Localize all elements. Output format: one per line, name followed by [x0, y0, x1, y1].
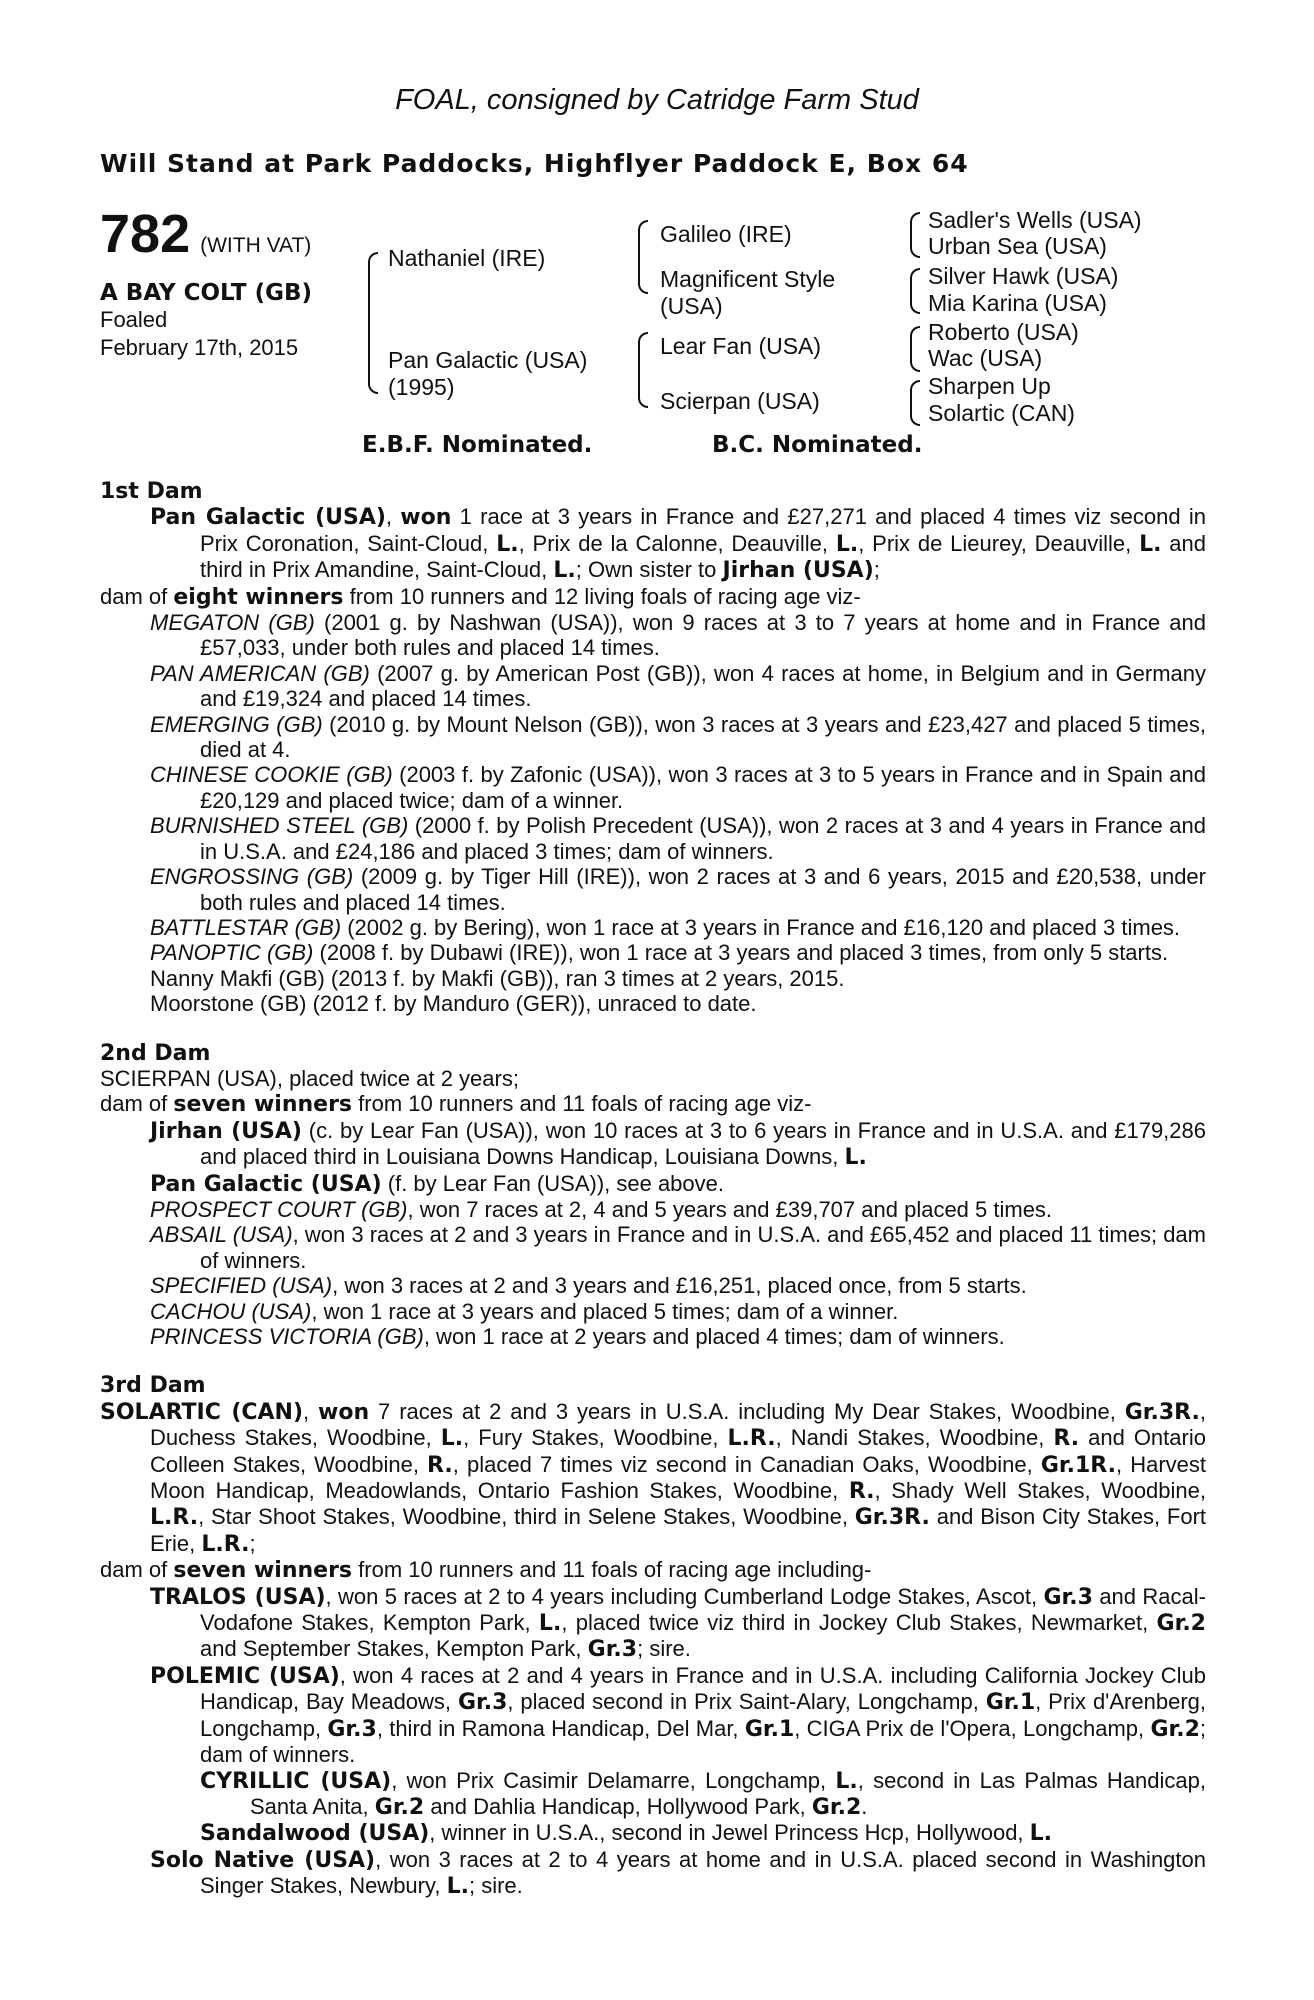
progeny-name: SPECIFIED (USA)	[150, 1273, 333, 1299]
bc-nominated: B.C. Nominated.	[712, 432, 923, 458]
pedigree-gg7: Sharpen Up	[928, 373, 1051, 399]
progeny-entry	[100, 864, 1206, 915]
second-dam-progeny	[100, 1197, 1206, 1349]
lot-description: A BAY COLT (GB)	[100, 280, 313, 306]
progeny-entry	[100, 1197, 1206, 1222]
progeny-entry: Pan Galactic (USA) (f. by Lear Fan (USA)), see above.	[150, 1170, 725, 1197]
second-dam-produce-summary: dam of seven winners from 10 runners and 11 foals of racing age viz-	[100, 1091, 812, 1118]
first-dam-produce-summary: dam of eight winners from 10 runners and 12 living foals of racing age viz-	[100, 583, 861, 610]
pedigree-gg8: Solartic (CAN)	[928, 400, 1075, 426]
progeny-entry	[100, 915, 1206, 940]
consignor-heading: FOAL, consigned by Catridge Farm Stud	[395, 84, 919, 116]
pedigree-dam-line1: Pan Galactic (USA)	[388, 347, 588, 373]
progeny-record: (2000 f. by Polish Precedent (USA)), won 2 races at 3 and 4 years in France and in U.S.A. and £24,186 and placed 3 times; dam of winners.	[200, 813, 1206, 864]
vat-note: (WITH VAT)	[200, 234, 312, 257]
first-dam-progeny	[100, 610, 1206, 966]
pedigree-sire-sire: Galileo (IRE)	[660, 221, 792, 247]
first-dam-section	[100, 479, 1206, 1017]
pedigree-brace	[910, 212, 920, 258]
progeny-name: MEGATON (GB)	[150, 610, 315, 636]
progeny-record: (2009 g. by Tiger Hill (IRE)), won 2 races at 3 and 6 years, 2015 and £20,538, under both rules and placed 14 times.	[200, 864, 1206, 915]
pedigree-sire-dam-line2: (USA)	[660, 293, 723, 319]
progeny-entry: Jirhan (USA) (c. by Lear Fan (USA)), won 10 races at 3 to 6 years in France and in U.S.A. and £179,286 and placed third in Louisiana Downs Handicap, Louisiana Downs, L.	[150, 1117, 1206, 1171]
dam-name: Pan Galactic (USA)	[150, 505, 386, 531]
progeny-name: CHINESE COOKIE (GB)	[150, 762, 393, 788]
progeny-record: (2002 g. by Bering), won 1 race at 3 years in France and £16,120 and placed 3 times.	[341, 914, 1181, 940]
foaled-label: Foaled	[100, 307, 168, 332]
progeny-entry: Moorstone (GB) (2012 f. by Manduro (GER)), unraced to date.	[150, 991, 757, 1017]
progeny-record: , won 3 races at 2 and 3 years and £16,251, placed once, from 5 starts.	[332, 1273, 1027, 1299]
pedigree-gg6: Wac (USA)	[928, 345, 1043, 371]
pedigree-brace	[910, 380, 920, 426]
progeny-record: (2008 f. by Dubawi (IRE)), won 1 race at 3 years and placed 3 times, from only 5 starts.	[313, 940, 1169, 966]
second-dam-record: SCIERPAN (USA), placed twice at 2 years;	[100, 1065, 519, 1091]
pedigree-sire: Nathaniel (IRE)	[388, 245, 546, 271]
pedigree-dam-dam: Scierpan (USA)	[660, 388, 820, 414]
second-dam-title: 2nd Dam	[100, 1040, 211, 1066]
progeny-entry	[100, 762, 1206, 813]
progeny-name: PROSPECT COURT (GB)	[150, 1196, 408, 1222]
progeny-entry: TRALOS (USA), won 5 races at 2 to 4 years including Cumberland Lodge Stakes, Ascot, Gr.3 and Racal-Vodafone Stakes, Kempton Park, L., placed twice viz third in Jockey Club Stakes, Newmarket, Gr.2 and September Stakes, Kempton Park, Gr.3; sire.	[150, 1583, 1206, 1663]
pedigree-brace	[910, 326, 920, 372]
progeny-name: BURNISHED STEEL (GB)	[150, 813, 409, 839]
stand-location: Will Stand at Park Paddocks, Highflyer Paddock E, Box 64	[100, 149, 969, 178]
lot-info	[100, 206, 360, 362]
ebf-nominated: E.B.F. Nominated.	[362, 432, 593, 458]
third-dam-record: SOLARTIC (CAN), won 7 races at 2 and 3 years in U.S.A. including My Dear Stakes, Woodbine, Gr.3R., Duchess Stakes, Woodbine, L., Fury Stakes, Woodbine, L.R., Nandi Stakes, Woodbine, R. and Ontario Colleen Stakes, Woodbine, R., placed 7 times viz second in Canadian Oaks, Woodbine, Gr.1R., Harvest Moon Handicap, Meadowlands, Ontario Fashion Stakes, Woodbine, R., Shady Well Stakes, Woodbine, L.R., Star Shoot Stakes, Woodbine, third in Selene Stakes, Woodbine, Gr.3R. and Bison City Stakes, Fort Erie, L.R.;	[100, 1398, 1207, 1557]
progeny-name: PRINCESS VICTORIA (GB)	[150, 1324, 424, 1349]
won-label: won	[400, 505, 452, 531]
third-dam-section	[100, 1373, 1206, 1899]
progeny-record: , won 1 race at 3 years and placed 5 times; dam of a winner.	[311, 1298, 899, 1324]
pedigree-brace	[638, 220, 648, 294]
pedigree-brace	[368, 252, 378, 394]
pedigree-brace	[638, 332, 648, 408]
second-dam-section	[100, 1041, 1206, 1350]
progeny-name: ABSAIL (USA)	[150, 1222, 293, 1248]
pedigree-dam-line2: (1995)	[388, 374, 455, 400]
pedigree-gg2: Urban Sea (USA)	[928, 233, 1107, 259]
foaled-date: February 17th, 2015	[100, 335, 299, 360]
first-dam-title: 1st Dam	[100, 479, 203, 504]
progeny-entry	[100, 940, 1206, 965]
progeny-entry: CYRILLIC (USA), won Prix Casimir Delamarre, Longchamp, L., second in Las Palmas Handicap, Santa Anita, Gr.2 and Dahlia Handicap, Hollywood Park, Gr.2.	[200, 1767, 1206, 1820]
progeny-record: , won 3 races at 2 and 3 years in France and in U.S.A. and £65,452 and placed 11 times; dam of winners.	[200, 1222, 1206, 1273]
progeny-entry: POLEMIC (USA), won 4 races at 2 and 4 years in France and in U.S.A. including California Jockey Club Handicap, Bay Meadows, Gr.3, placed second in Prix Saint-Alary, Longchamp, Gr.1, Prix d'Arenberg, Longchamp, Gr.3, third in Ramona Handicap, Del Mar, Gr.1, CIGA Prix de l'Opera, Longchamp, Gr.2; dam of winners.	[150, 1662, 1207, 1768]
progeny-name: PAN AMERICAN (GB)	[150, 660, 370, 686]
pedigree-gg5: Roberto (USA)	[928, 319, 1079, 345]
pedigree-notes	[100, 479, 1206, 1900]
progeny-record: (2001 g. by Nashwan (USA)), won 9 races at 3 to 7 years at home and in France and £57,033, under both rules and placed 14 times.	[200, 610, 1206, 661]
third-dam-produce-summary: dam of seven winners from 10 runners and 11 foals of racing age including-	[100, 1557, 872, 1584]
progeny-record: , won 7 races at 2, 4 and 5 years and £39,707 and placed 5 times.	[407, 1196, 1053, 1222]
progeny-entry	[100, 813, 1206, 864]
pedigree-dam-sire: Lear Fan (USA)	[660, 333, 822, 359]
progeny-name: CACHOU (USA)	[150, 1298, 312, 1324]
progeny-entry	[100, 1273, 1206, 1298]
progeny-name: PANOPTIC (GB)	[150, 940, 314, 966]
progeny-entry	[100, 1324, 1206, 1349]
lot-number: 782	[100, 204, 191, 264]
pedigree-gg3: Silver Hawk (USA)	[928, 263, 1119, 289]
pedigree-gg1: Sadler's Wells (USA)	[928, 207, 1142, 233]
progeny-entry: Nanny Makfi (GB) (2013 f. by Makfi (GB)), ran 3 times at 2 years, 2015.	[150, 965, 845, 991]
pedigree-sire-dam-line1: Magnificent Style	[660, 266, 836, 292]
sister-name: Jirhan (USA)	[722, 558, 874, 584]
progeny-name: ENGROSSING (GB)	[150, 864, 354, 890]
progeny-entry	[100, 610, 1206, 661]
progeny-record: (2010 g. by Mount Nelson (GB)), won 3 races at 3 years and £23,427 and placed 5 times, died at 4.	[200, 711, 1206, 763]
pedigree-brace	[910, 268, 920, 314]
progeny-entry	[100, 1299, 1206, 1324]
progeny-entry: Sandalwood (USA), winner in U.S.A., second in Jewel Princess Hcp, Hollywood, L.	[200, 1820, 1053, 1847]
progeny-entry: Solo Native (USA), won 3 races at 2 to 4 years at home and in U.S.A. placed second in Washington Singer Stakes, Newbury, L.; sire.	[150, 1846, 1206, 1900]
progeny-name: EMERGING (GB)	[150, 711, 323, 737]
progeny-name: BATTLESTAR (GB)	[150, 914, 342, 940]
pedigree-gg4: Mia Karina (USA)	[928, 290, 1107, 316]
progeny-record: (2003 f. by Zafonic (USA)), won 3 races at 3 to 5 years in France and in Spain and £20,129 and placed twice; dam of a winner.	[200, 762, 1206, 813]
progeny-record: (2007 g. by American Post (GB)), won 4 races at home, in Belgium and in Germany and £19,324 and placed 14 times.	[200, 660, 1206, 712]
progeny-entry	[100, 1222, 1206, 1273]
first-dam-record: Pan Galactic (USA), won 1 race at 3 years in France and £27,271 and placed 4 times viz second in Prix Coronation, Saint-Cloud, L., Prix de la Calonne, Deauville, L., Prix de Lieurey, Deauville, L. and third in Prix Amandine, Saint-Cloud, L.; Own sister to Jirhan (USA);	[150, 504, 1207, 584]
progeny-entry	[100, 712, 1206, 763]
progeny-record: , won 1 race at 2 years and placed 4 times; dam of winners.	[423, 1324, 1005, 1349]
progeny-entry	[100, 661, 1206, 712]
third-dam-title: 3rd Dam	[100, 1373, 206, 1399]
